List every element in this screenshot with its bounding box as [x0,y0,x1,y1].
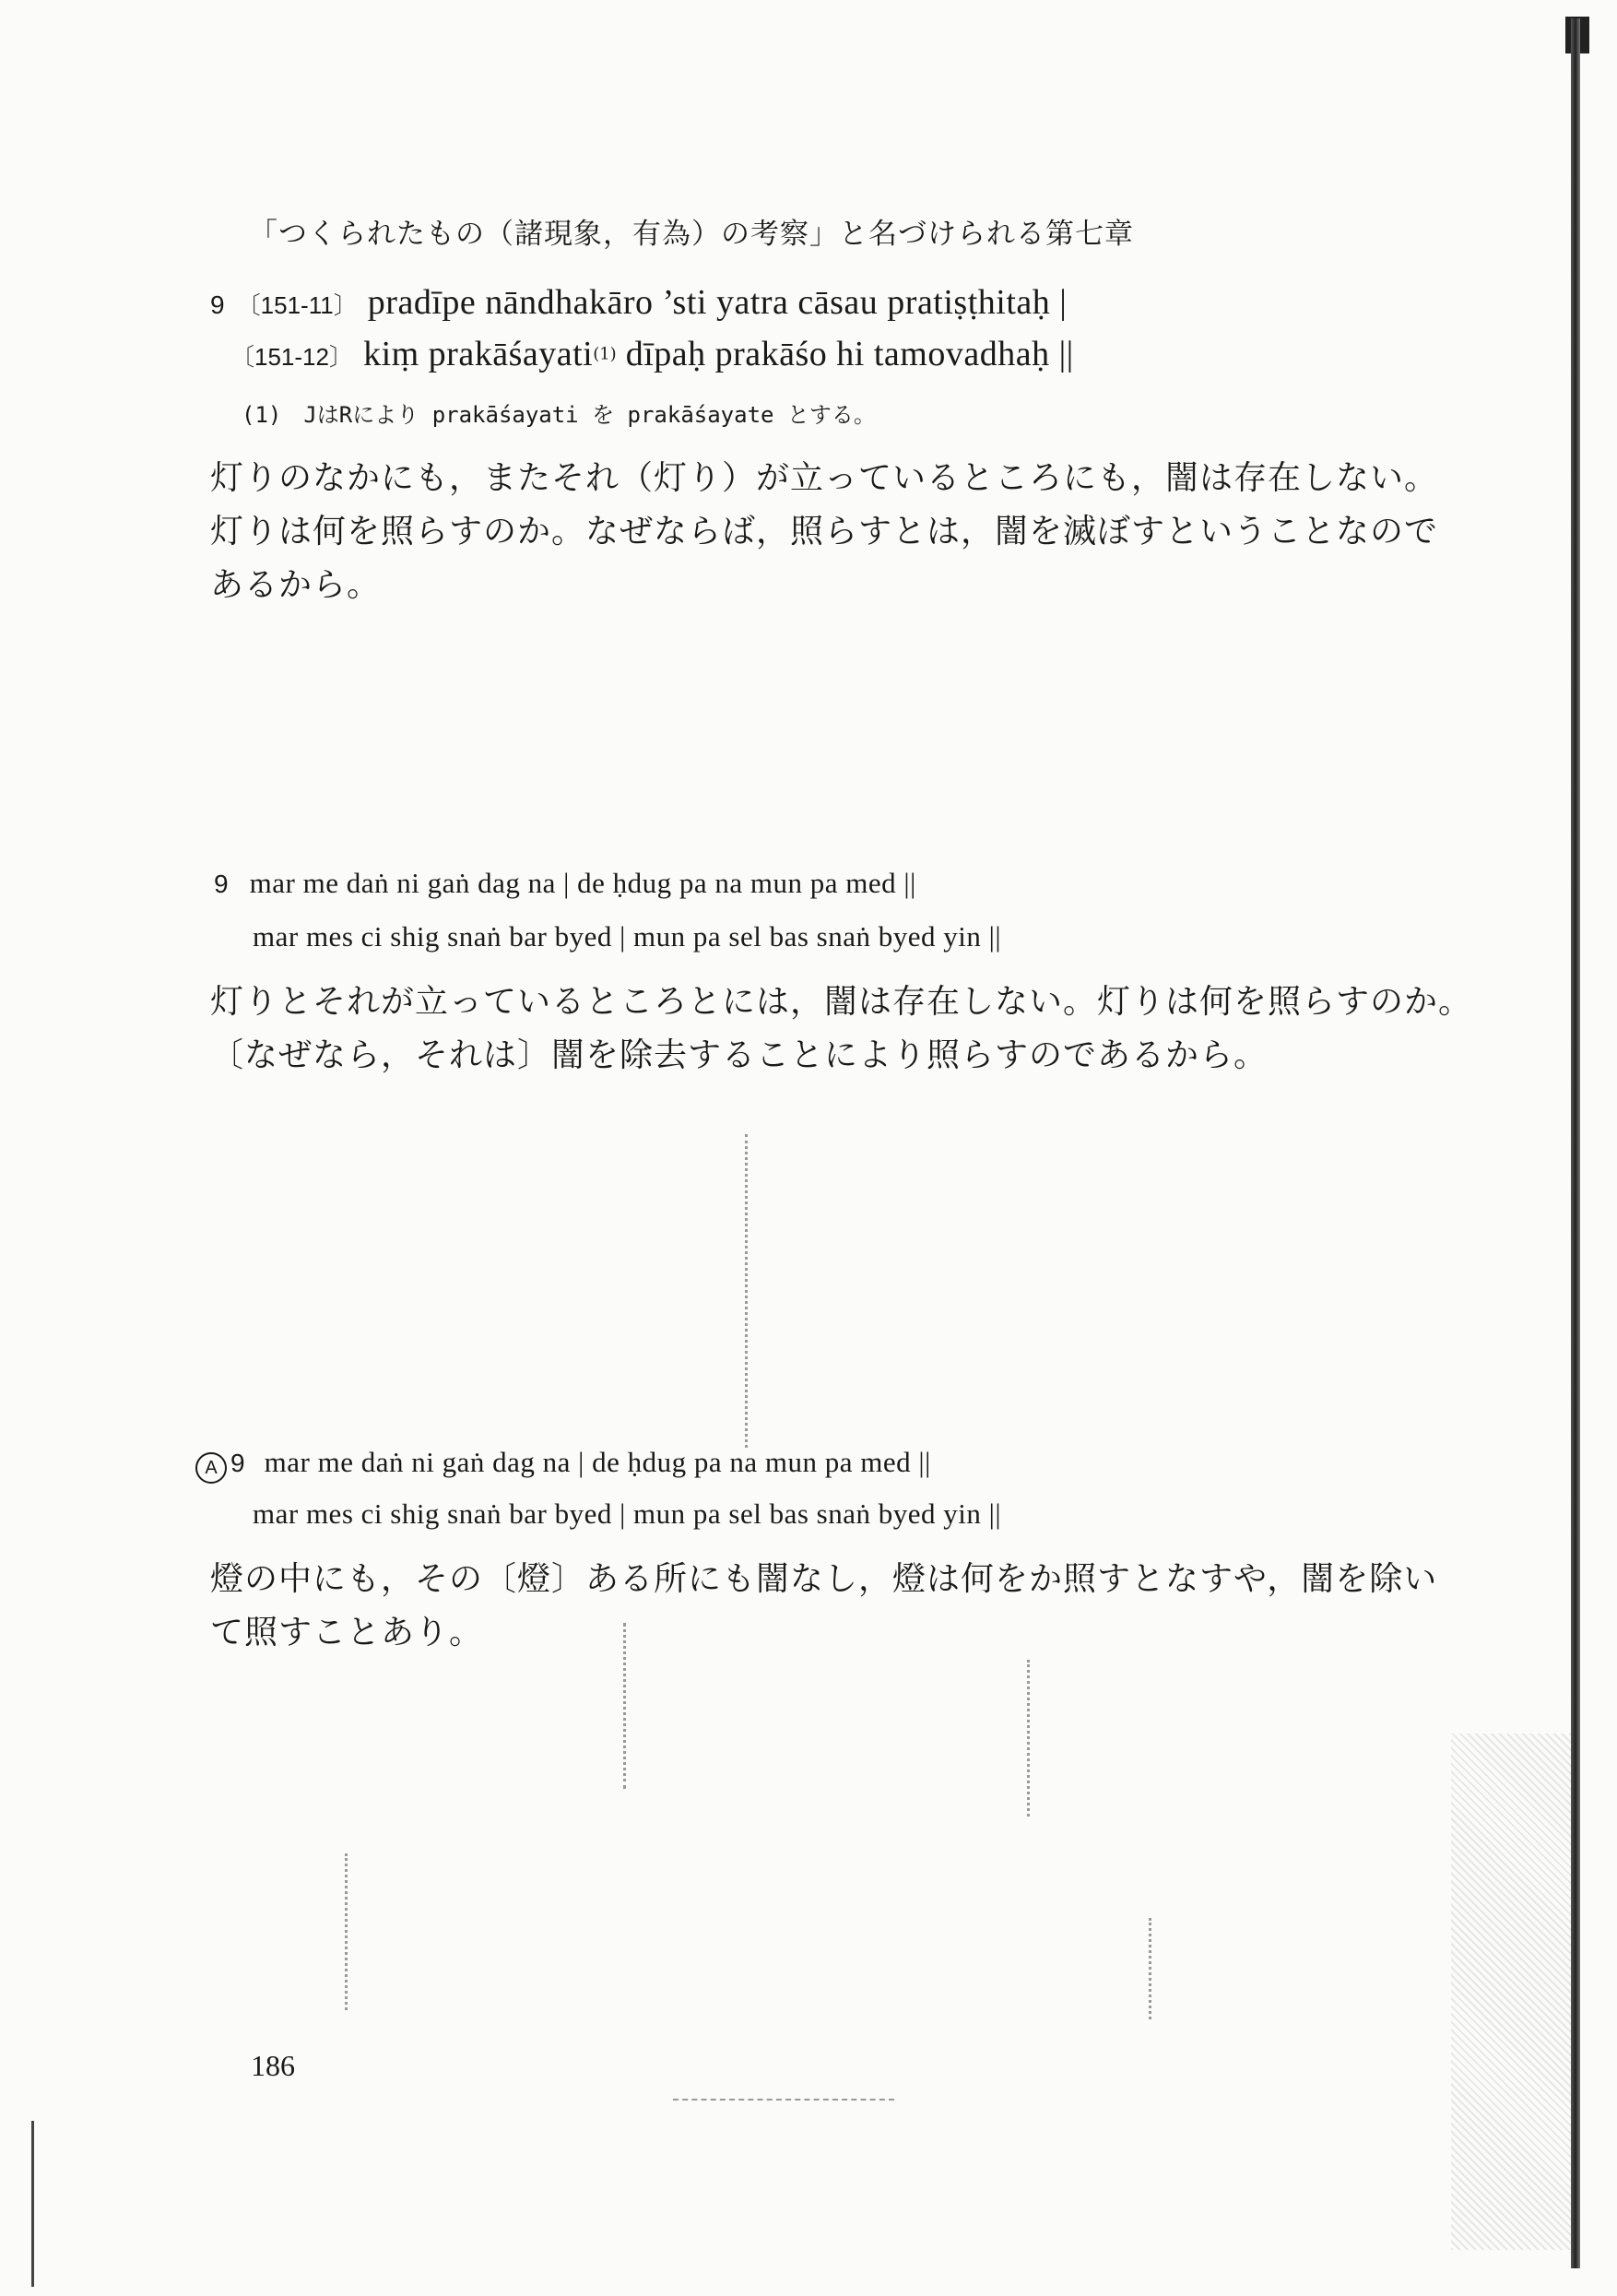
verse-reference: 〔151-12〕 [230,343,353,371]
verse-number: 9 [210,290,225,319]
sanskrit-verse-text: dīpaḥ prakāśo hi tamovadhaḥ || [616,335,1074,373]
translation-line: 燈の中にも，その〔燈〕ある所にも闇なし，燈は何をか照すとなすや，闇を除い [210,1560,1438,1598]
verse-number: 9 [214,870,229,898]
translation-line: あるから。 [210,566,382,604]
tibetan-verse-text: mar mes ci shig snaṅ bar byed | mun pa sel bas snaṅ byed yin || [253,920,1002,953]
tibetan-translation [210,976,1472,1083]
scan-line [673,2099,894,2101]
scan-edge-right [1571,18,1580,2268]
scan-dots [1149,1918,1154,2019]
translation-line: て照すことあり。 [210,1614,484,1651]
footnote: (1) JはRにより prakāśayati を prakāśayate とする。 [242,402,876,428]
tibetan-verse-text: mar me daṅ ni gaṅ dag na | de ḥdug pa na mun pa med || [249,867,916,899]
footnote-marker: (1) [593,344,617,364]
tibetan-verse-text: mar mes ci shig snaṅ bar byed | mun pa sel bas snaṅ byed yin || [253,1497,1002,1530]
translation-line: 灯りとそれが立っているところとには，闇は存在しない。灯りは何を照らすのか。 [210,983,1473,1021]
translation-line: 灯りは何を照らすのか。なぜならば，照らすとは，闇を滅ぼすということなので [210,513,1439,550]
translation-line: 〔なぜなら，それは〕闇を除去することにより照らすのであるから。 [210,1036,1269,1074]
sanskrit-line-1 [210,282,1067,323]
sanskrit-translation [210,452,1438,612]
chapter-header: 「つくられたもの（諸現象，有為）の考察」と名づけられる第七章 [249,218,1134,251]
scan-edge-left [31,2121,34,2287]
scan-noise [1451,1734,1571,2250]
verse-number: 9 [230,1449,245,1477]
verse-reference: 〔151-11〕 [236,291,358,319]
tibetan-line-1 [214,867,916,900]
translation-line: 灯りのなかにも，またそれ（灯り）が立っているところにも，闇は存在しない。 [210,459,1439,497]
akutobhaya-line-1 [195,1446,931,1484]
sanskrit-verse-text: kiṃ prakāśayati [363,335,594,373]
page-number: 186 [251,2049,295,2082]
scan-dots [345,1853,350,2010]
tibetan-verse-text: mar me daṅ ni gaṅ dag na | de ḥdug pa na mun pa med || [264,1446,931,1478]
circled-marker: A [195,1452,227,1484]
scan-dots [745,1134,750,1448]
akutobhaya-translation [210,1553,1437,1660]
scan-dots [1027,1660,1033,1817]
sanskrit-line-2 [230,334,1074,374]
sanskrit-verse-text: pradīpe nāndhakāro ’sti yatra cāsau pratiṣṭhitaḥ | [367,283,1068,322]
